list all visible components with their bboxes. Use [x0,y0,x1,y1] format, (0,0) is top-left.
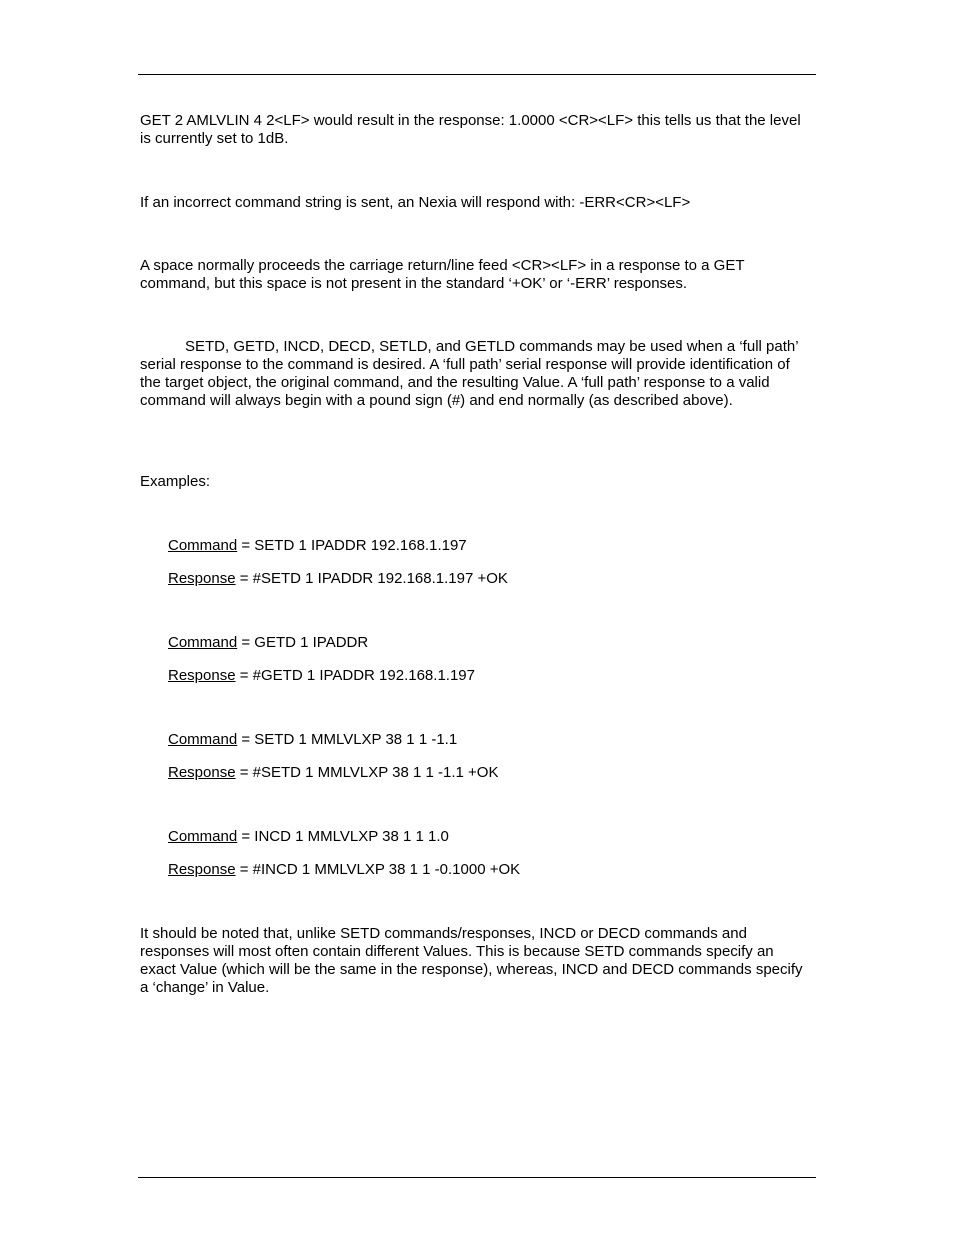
example-1-response [168,570,508,588]
example-4-response [168,861,520,879]
example-4-command [168,828,449,846]
command-text: = SETD 1 IPADDR 192.168.1.197 [237,537,467,554]
paragraph-error-response: If an incorrect command string is sent, an Nexia will respond with: -ERR<CR><LF> [140,194,691,211]
command-text: = GETD 1 IPADDR [237,634,369,651]
command-label: Command [168,828,238,845]
paragraph-space-note: A space normally proceeds the carriage return/line feed <CR><LF> in a response to a GET command, but this space is not present in the standard ‘+OK’ or ‘-ERR’ responses. [140,257,745,292]
example-3-command [168,731,457,749]
response-text: = #SETD 1 IPADDR 192.168.1.197 +OK [235,570,508,587]
command-text: = SETD 1 MMLVLXP 38 1 1 -1.1 [237,731,458,748]
response-label: Response [168,570,236,587]
command-text: = INCD 1 MMLVLXP 38 1 1 1.0 [237,828,449,845]
example-3-response [168,764,498,782]
response-text: = #GETD 1 IPADDR 192.168.1.197 [235,667,475,684]
command-label: Command [168,634,238,651]
example-2-command [168,634,368,652]
examples-heading: Examples: [140,473,211,490]
paragraph-incd-decd-note: It should be noted that, unlike SETD commands/responses, INCD or DECD commands and responses will most often contain different Values. This is because SETD commands specify an exact Value (which will be the same in the response), whereas, INCD and DECD commands specify a ‘change’ in Value. [140,925,803,996]
paragraph-get-example: GET 2 AMLVLIN 4 2<LF> would result in the response: 1.0000 <CR><LF> this tells us that the level is currently set to 1dB. [140,112,801,147]
response-text: = #SETD 1 MMLVLXP 38 1 1 -1.1 +OK [235,764,499,781]
example-2-response [168,667,475,685]
paragraph-full-path: SETD, GETD, INCD, DECD, SETLD, and GETLD commands may be used when a ‘full path’ serial response to the command is desired. A ‘full path’ serial response will provide identification of the target object, the original command, and the resulting Value. A ‘full path’ response to a valid command will always begin with a pound sign (#) and end normally (as described above). [140,338,798,409]
command-label: Command [168,537,238,554]
response-label: Response [168,764,236,781]
response-label: Response [168,667,236,684]
header-rule [138,74,816,75]
example-1-command [168,537,467,555]
footer-rule [138,1177,816,1178]
response-text: = #INCD 1 MMLVLXP 38 1 1 -0.1000 +OK [235,861,521,878]
response-label: Response [168,861,236,878]
command-label: Command [168,731,238,748]
